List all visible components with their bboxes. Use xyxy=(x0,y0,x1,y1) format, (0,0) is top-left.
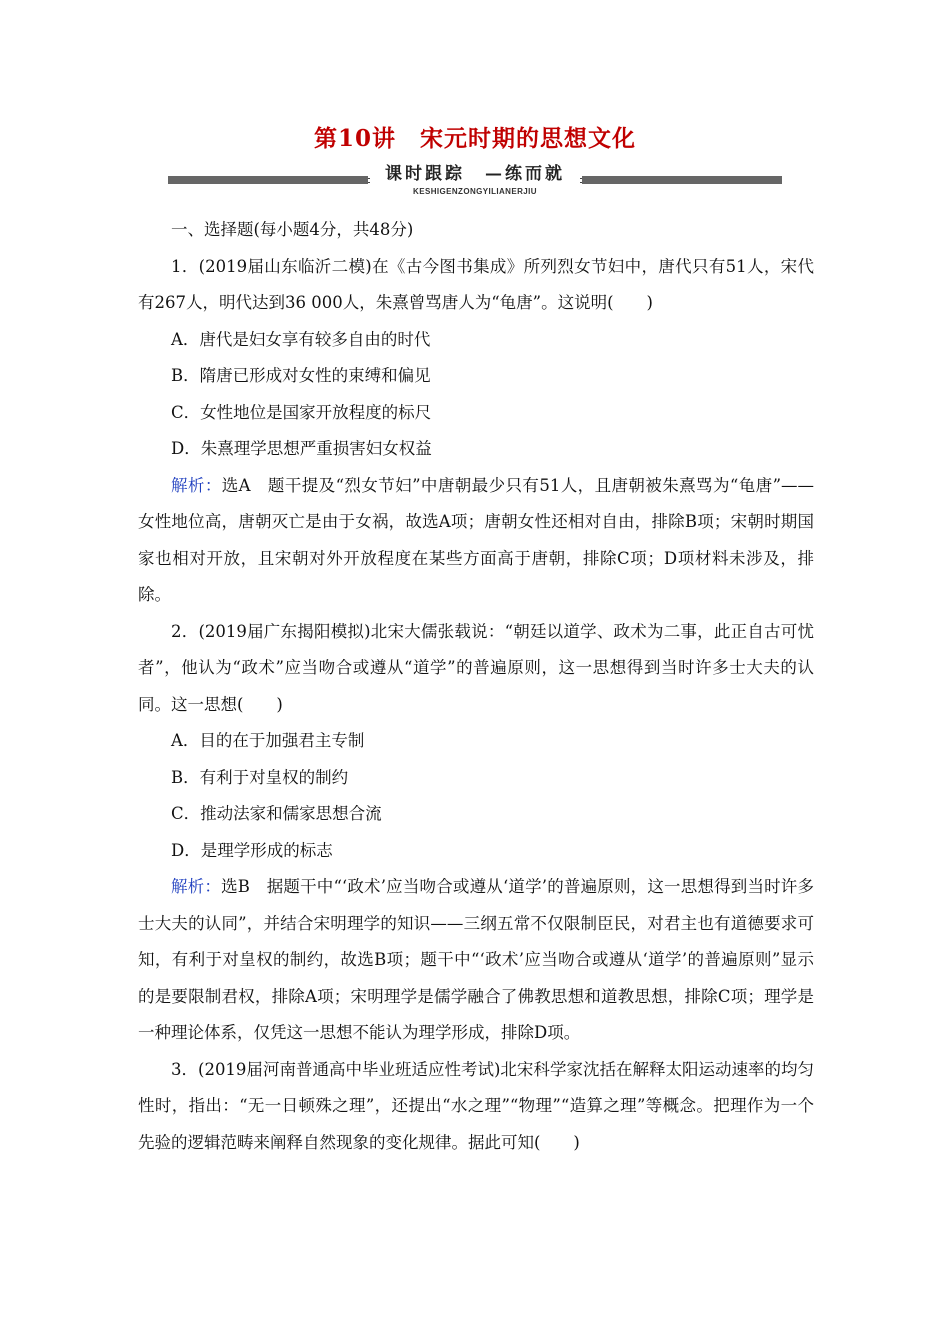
banner-bar-left xyxy=(168,176,368,184)
page-title: 第10讲 宋元时期的思想文化 xyxy=(313,125,636,152)
question-stem: 2．(2019届广东揭阳模拟)北宋大儒张载说：“朝廷以道学、政术为二事，此正自古可忧者”，他认为“政术”应当吻合或遵从“道学”的普遍原则，这一思想得到当时许多士大夫的认同。这一思想( ) xyxy=(138,621,814,714)
banner-subtitle: KESHIGENZONGYILIANERJIU xyxy=(413,187,537,196)
option-b: B．隋唐已形成对女性的束缚和偏见 xyxy=(171,366,431,385)
question-stem: 1．(2019届山东临沂二模)在《古今图书集成》所列烈女节妇中，唐代只有51人，宋代有267人，明代达到36 000人，朱熹曾骂唐人为“龟唐”。这说明( ) xyxy=(138,256,814,312)
analysis-label: 解析： xyxy=(171,877,222,896)
option-c: C．女性地位是国家开放程度的标尺 xyxy=(171,402,432,422)
analysis-text: 选A 题干提及“烈女节妇”中唐朝最少只有51人，且唐朝被朱熹骂为“龟唐”——女性地位高，唐朝灭亡是由于女祸，故选A项；唐朝女性还相对自由，排除B项；宋朝时期国家也相对开放，且宋朝对外开放程度在某些方面高于唐朝，排除C项；D项材料未涉及，排除。 xyxy=(138,475,815,604)
option-d: D．是理学形成的标志 xyxy=(171,840,333,860)
document-body xyxy=(138,212,814,1161)
analysis-label: 解析： xyxy=(171,475,222,495)
option-d: D．朱熹理学思想严重损害妇女权益 xyxy=(171,439,432,458)
banner-bar-right xyxy=(582,176,782,184)
analysis xyxy=(138,468,814,614)
option-a: A．目的在于加强君主专制 xyxy=(171,731,365,750)
question-stem: 3．(2019届河南普通高中毕业班适应性考试)北宋科学家沈括在解释太阳运动速率的均匀性时，指出：“无一日顿殊之理”，还提出“水之理”“物理”“造算之理”等概念。把理作为一个先验的逻辑范畴来阐释自然现象的变化规律。据此可知( ) xyxy=(138,1059,814,1152)
option-c: C．推动法家和儒家思想合流 xyxy=(171,804,382,823)
section-heading: 一、选择题(每小题4分，共48分) xyxy=(171,220,414,239)
banner-title: 课时跟踪 —练而就 xyxy=(385,164,565,184)
section-banner xyxy=(168,162,782,202)
analysis-text: 选B 据题干中“‘政术’应当吻合或遵从‘道学’的普遍原则，这一思想得到当时许多士大夫的认同”，并结合宋明理学的知识——三纲五常不仅限制臣民，对君主也有道德要求可知，有利于对皇权的制约，故选B项；题干中“‘政术’应当吻合或遵从‘道学’的普遍原则”显示的是要限制君权，排除A项；宋明理学是儒学融合了佛教思想和道教思想，排除C项；理学是一种理论体系，仅凭这一思想不能认为理学形成，排除D项。 xyxy=(138,877,814,1042)
option-a: A．唐代是妇女享有较多自由的时代 xyxy=(171,329,431,349)
option-b: B．有利于对皇权的制约 xyxy=(171,767,349,787)
analysis xyxy=(138,869,814,1052)
